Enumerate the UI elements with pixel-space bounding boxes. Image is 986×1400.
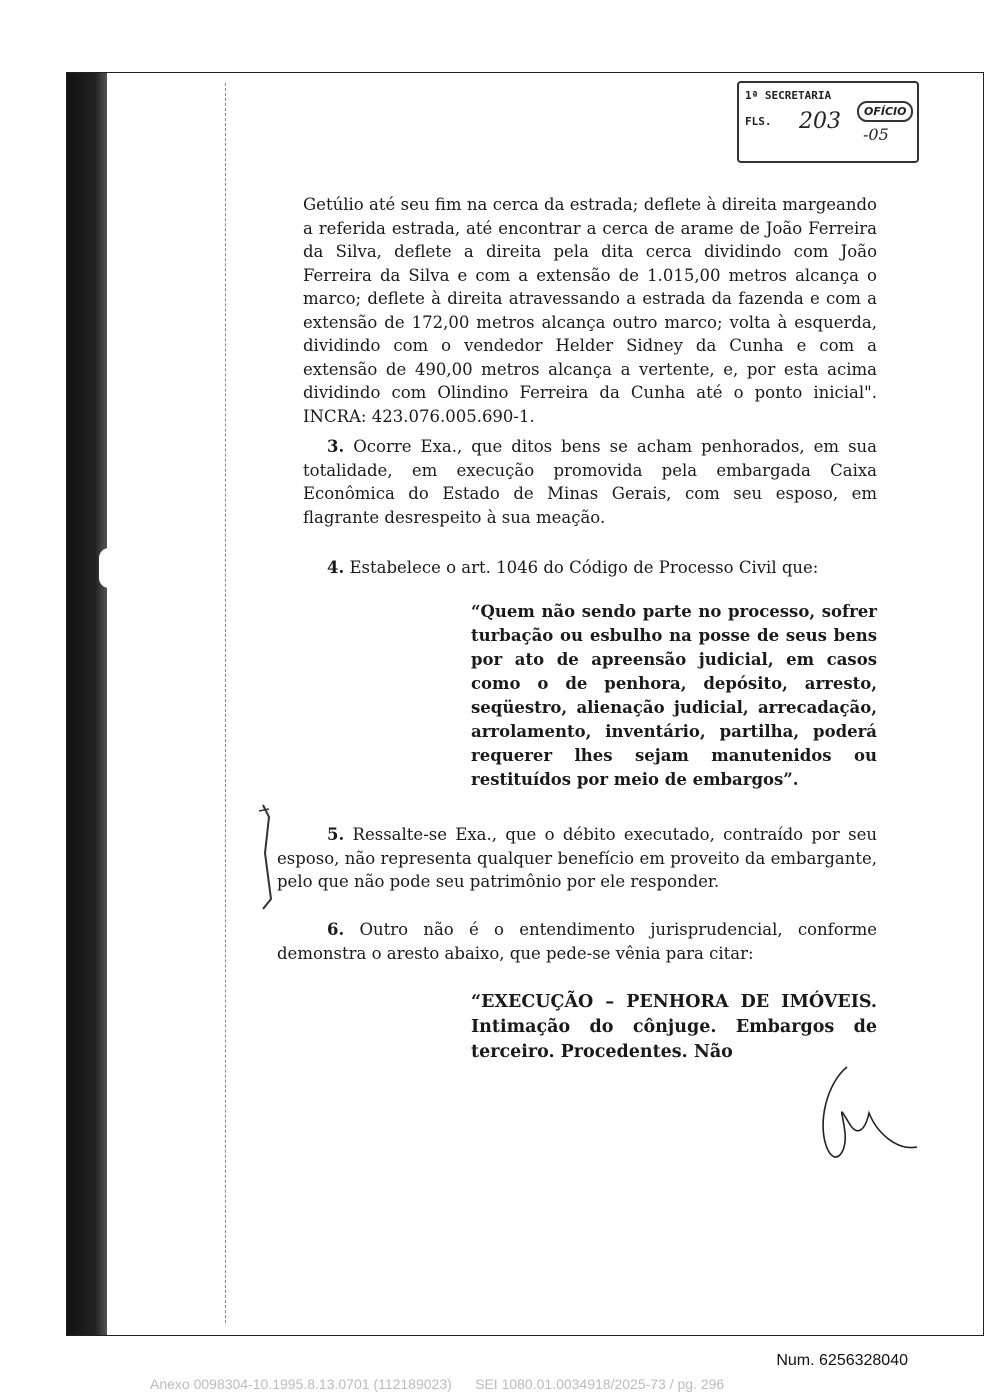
paragraph-5 (277, 823, 877, 894)
paragraph-6-text: Outro não é o entendimento jurisprudencial, conforme demonstra o aresto abaixo, que pede-se vênia para citar: (277, 920, 877, 963)
paragraph-5-text: Ressalte-se Exa., que o débito executado, contraído por seu esposo, não representa qualquer benefício em proveito da embargante, pelo que não pode seu patrimônio por ele responder. (277, 825, 877, 891)
paragraph-3-number: 3. (327, 437, 345, 456)
signature-mark (807, 1063, 927, 1173)
scan-dark-edge (67, 73, 107, 1335)
stamp-page-handwritten: 203 (799, 109, 841, 134)
paragraph-5-number: 5. (327, 825, 345, 844)
paragraph-4 (303, 556, 877, 580)
document-number: Num. 6256328040 (776, 1352, 908, 1369)
margin-line (225, 83, 226, 1323)
paragraph-4-number: 4. (327, 558, 345, 577)
paragraph-4-text: Estabelece o art. 1046 do Código de Processo Civil que: (344, 558, 819, 577)
paragraph-continuation: Getúlio até seu fim na cerca da estrada; deflete à direita margeando a referida estrada, até encontrar a cerca de arame de João Ferreira da Silva, deflete a direita pela dita cerca dividindo com João Ferreira da Silva e com a extensão de 1.015,00 metros alcança o marco; deflete à direita atravessando a estrada da fazenda e com a extensão de 172,00 metros alcança outro marco; volta à esquerda, dividindo com o vendedor Helder Sidney da Cunha e com a extensão de 490,00 metros alcança a vertente, e, por esta acima dividindo com Olindino Ferreira da Cunha até o ponto inicial". INCRA: 423.076.005.690-1. (303, 195, 877, 426)
paragraph-6-number: 6. (327, 920, 345, 939)
stamp-secretaria: 1ª SECRETARIA (745, 89, 832, 102)
paragraph-6 (277, 918, 877, 965)
jurisprudence-quote: “EXECUÇÃO – PENHORA DE IMÓVEIS. Intimação do cônjuge. Embargos de terceiro. Procedentes. Não (471, 992, 877, 1062)
office-stamp (737, 81, 919, 163)
stamp-ref-handwritten: -05 (863, 125, 889, 144)
annex-reference: Anexo 0098304-10.1995.8.13.0701 (112189023) SEI 1080.01.0034918/2025-73 / pg. 296 (150, 1376, 725, 1392)
paragraph-3 (303, 435, 877, 529)
scanned-page (66, 72, 984, 1336)
legal-quote-cpc-1046: “Quem não sendo parte no processo, sofrer turbação ou esbulho na posse de seus bens por ato de apreensão judicial, em casos como o de penhora, depósito, arresto, seqüestro, alienação judicial, arrecadação, arrolamento, inventário, partilha, poderá requerer lhes sejam manutenidos ou restituídos por meio de embargos”. (471, 602, 877, 789)
stamp-fls: FLS. (745, 115, 772, 128)
stamp-oficio: OFÍCIO (857, 101, 913, 122)
punch-hole (99, 548, 129, 588)
paragraph-3-text: Ocorre Exa., que ditos bens se acham penhorados, em sua totalidade, em execução promovida pela embargada Caixa Econômica do Estado de Minas Gerais, com seu esposo, em flagrante desrespeito à sua meação. (303, 437, 877, 527)
handwritten-bracket (255, 803, 285, 913)
